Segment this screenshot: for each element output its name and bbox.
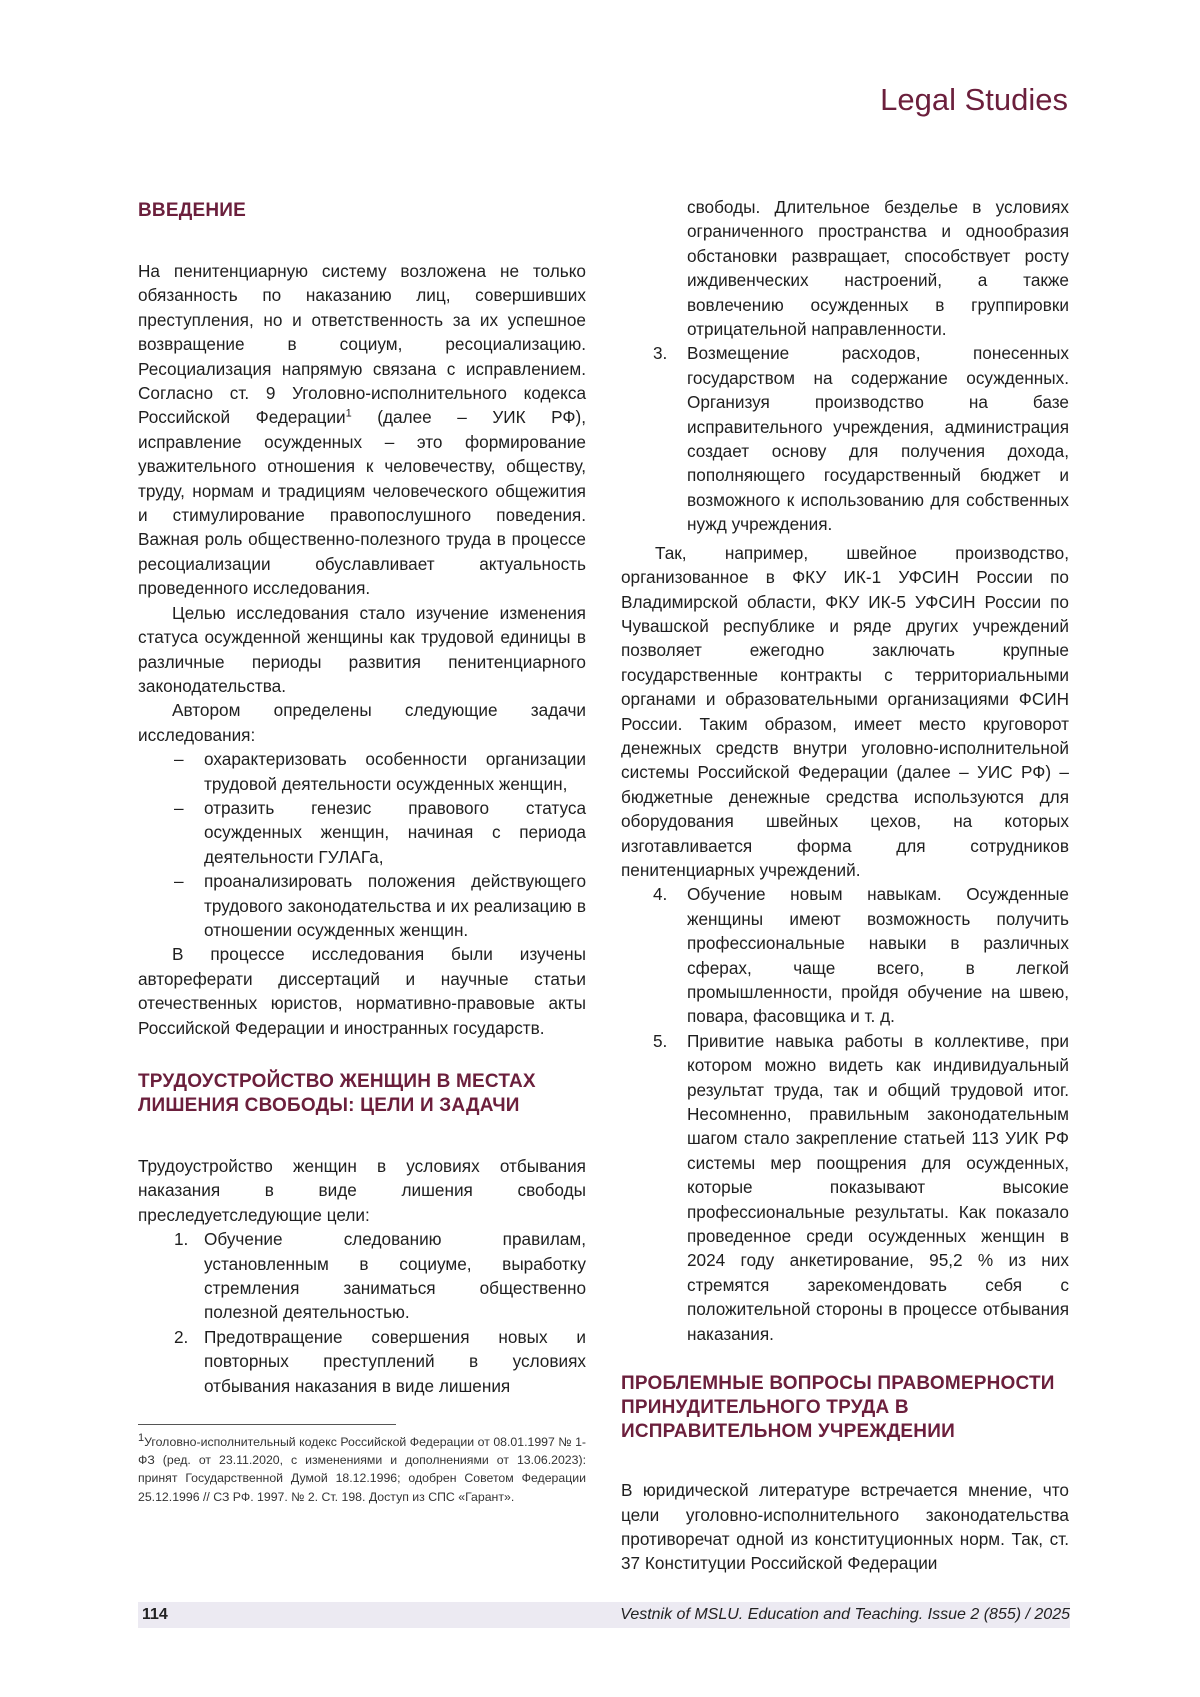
list-item: 5. Привитие навыка работы в коллективе, при котором можно видеть как индивидуальный результат труда, так и общий трудовой итог. Несомненно, правильным законодательным шагом стало закрепление статьей 113 УИК РФ системы мер поощрения для осужденных, которые показывают высокие профессиональные результаты. Как показало проведенное среди осужденных женщин в 2024 году анкетирование, 95,2 % из них стремятся зарекомендовать себя с положительной стороны в процессе отбывания наказания. — [621, 1029, 1069, 1346]
section-2-paragraph-1: Трудоустройство женщин в условиях отбывания наказания в виде лишения свободы преследуетследующие цели: — [138, 1154, 586, 1227]
journal-section-title: Legal Studies — [880, 82, 1068, 118]
list-item: – проанализировать положения действующего трудового законодательства и их реализацию в отношении осужденных женщин. — [138, 869, 586, 942]
left-column — [138, 195, 586, 1506]
intro-paragraph-2: Целью исследования стало изучение изменения статуса осужденной женщины как трудовой единицы в различные периоды развития пенитенциарного законодательства. — [138, 601, 586, 699]
list-item: 2. Предотвращение совершения новых и повторных преступлений в условиях отбывания наказания в виде лишения — [138, 1325, 586, 1398]
footnote-divider — [138, 1424, 396, 1425]
section-2-heading: ТРУДОУСТРОЙСТВО ЖЕНЩИН В МЕСТАХ ЛИШЕНИЯ СВОБОДЫ: ЦЕЛИ И ЗАДАЧИ — [138, 1070, 586, 1118]
intro-p1-part-a: На пенитенциарную систему возложена не только обязанность по наказанию лиц, совершивших преступления, но и ответственность за их успешное возвращение в социум, ресоциализацию. Ресоциализация напрямую связана с исправлением. Согласно ст. 9 Уголовно-исполнительного кодекса Российской Федерации — [138, 261, 586, 427]
intro-paragraph-3: Автором определены следующие задачи исследования: — [138, 698, 586, 747]
list-item: 4. Обучение новым навыкам. Осужденные женщины имеют возможность получить профессиональные навыки в различных сферах, чаще всего, в легкой промышленности, пройдя обучение на швею, повара, фасовщика и т. д. — [621, 882, 1069, 1028]
footnote-ref: 1 — [346, 408, 352, 420]
list-item: – охарактеризовать особенности организации трудовой деятельности осужденных женщин, — [138, 747, 586, 796]
intro-heading: ВВЕДЕНИЕ — [138, 199, 586, 223]
section-3-heading: ПРОБЛЕМНЫЕ ВОПРОСЫ ПРАВОМЕРНОСТИ ПРИНУДИТЕЛЬНОГО ТРУДА В ИСПРАВИТЕЛЬНОМ УЧРЕЖДЕНИИ — [621, 1372, 1069, 1444]
intro-paragraph-1 — [138, 259, 586, 601]
journal-citation: Vestnik of MSLU. Education and Teaching. Issue 2 (855) / 2025 — [620, 1606, 1070, 1624]
intro-paragraph-4: В процессе исследования были изучены автореферати диссертаций и научные статьи отечественных юристов, нормативно-правовые акты Российской Федерации и иностранных государств. — [138, 942, 586, 1040]
list-item: 3. Возмещение расходов, понесенных государством на содержание осужденных. Организуя производство на базе исправительного учреждения, администрация создает основу для получения дохода, пополняющего государственный бюджет и возможного к использованию для собственных нужд учреждения. — [621, 341, 1069, 536]
page-number: 114 — [142, 1606, 168, 1624]
section-3-paragraph-1: В юридической литературе встречается мнение, что цели уголовно-исполнительного законодательства противоречат одной из конституционных норм. Так, ст. 37 Конституции Российской Федерации — [621, 1478, 1069, 1576]
right-column — [621, 195, 1069, 1576]
tasks-list — [138, 747, 586, 942]
example-paragraph: Так, например, швейное производство, организованное в ФКУ ИК-1 УФСИН России по Владимирской области, ФКУ ИК-5 УФСИН России по Чувашской республике и ряде других учреждений позволяет ежегодно заключать крупные государственные контракты с территориальными органами и образовательными организациями ФСИН России. Таким образом, имеет место круговорот денежных средств внутри уголовно-исполнительной системы Российской Федерации (далее – УИС РФ) – бюджетные денежные средства используются для оборудования швейных цехов, на которых изготавливается форма для сотрудников пенитенциарных учреждений. — [621, 541, 1069, 883]
footnote: 1Уголовно-исполнительный кодекс Российской Федерации от 08.01.1997 № 1-ФЗ (ред. от 23.11.2020, с изменениями и дополнениями от 13.06.2023): принят Государственной Думой 18.12.1996; одобрен Советом Федерации 25.12.1996 // СЗ РФ. 1997. № 2. Ст. 198. Доступ из СПС «Гарант». — [138, 1433, 586, 1506]
intro-p1-part-b: (далее – УИК РФ), исправление осужденных – это формирование уважительного отношения к человечеству, обществу, труду, нормам и традициям человеческого общежития и стимулирование правопослушного поведения. Важная роль общественно-полезного труда в процессе ресоциализации обуславливает актуальность проведенного исследования. — [138, 407, 586, 598]
list-item-continuation: свободы. Длительное безделье в условиях ограниченного пространства и однообразия обстановки развращает, способствует росту иждивенческих настроений, а также вовлечению осужденных в группировки отрицательной направленности. — [621, 195, 1069, 341]
goals-list — [138, 1227, 586, 1398]
list-item: – отразить генезис правового статуса осужденных женщин, начиная с периода деятельности ГУЛАГа, — [138, 796, 586, 869]
list-item: 1. Обучение следованию правилам, установленным в социуме, выработку стремления заниматься общественно полезной деятельностью. — [138, 1227, 586, 1325]
